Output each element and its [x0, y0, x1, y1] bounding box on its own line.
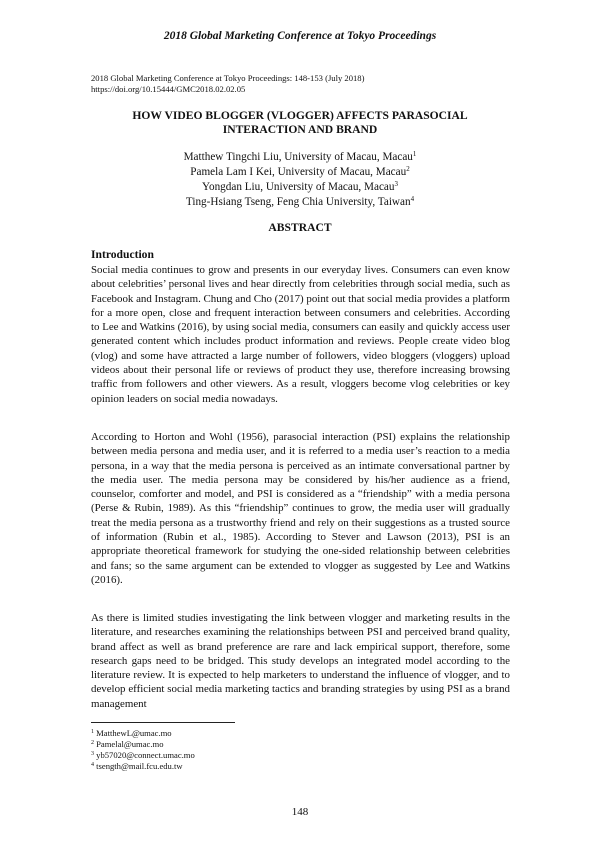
citation-block — [91, 73, 511, 95]
section-heading: Introduction — [91, 248, 154, 261]
footnotes — [91, 728, 195, 772]
author-affiliation: Matthew Tingchi Liu, University of Macau, Macau — [183, 151, 413, 163]
body-paragraph: As there is limited studies investigating the link between vlogger and marketing results in the literature, and researches examining the relationships between PSI and perceived brand quality, brand affect as well as brand preference are rare and lack empirical support, therefore, some research gaps need to be bridged. This study develops an integrated model according to the literature review. It is expected to help marketers to understand the influence of vlogger, and to develop efficient social media marketing tactics and branding strategies by using PSI as a brand management — [91, 612, 510, 710]
footnote — [91, 761, 195, 772]
title-line: HOW VIDEO BLOGGER (VLOGGER) AFFECTS PARASOCIAL — [132, 109, 468, 122]
footnote-email: tsength@mail.fcu.edu.tw — [96, 761, 183, 771]
footnote-mark: 1 — [412, 150, 417, 158]
author-entry — [60, 150, 540, 165]
doi-line: https://doi.org/10.15444/GMC2018.02.02.05 — [91, 84, 246, 94]
footnote-email: Pamelal@umac.mo — [96, 739, 164, 749]
footnote-mark: 3 — [91, 751, 94, 757]
author-affiliation: Pamela Lam I Kei, University of Macau, Macau — [190, 166, 407, 178]
footnote-email: yb57020@connect.umac.mo — [96, 750, 195, 760]
footnote-mark: 4 — [410, 195, 415, 203]
footnote-mark: 1 — [91, 729, 94, 735]
page-number: 148 — [291, 806, 309, 818]
title-line: INTERACTION AND BRAND — [222, 123, 378, 136]
footnote — [91, 750, 195, 761]
author-entry — [60, 195, 540, 210]
footnote-divider — [91, 722, 235, 723]
abstract-heading: ABSTRACT — [268, 221, 332, 234]
footnote-mark: 2 — [91, 740, 94, 746]
footnote-mark: 2 — [406, 165, 410, 173]
body-paragraph: Social media continues to grow and presents in our everyday lives. Consumers can even know about celebrities’ personal lives and hear directly from celebrities through social media, such as Facebook and Instagram. Chung and Cho (2017) point out that social media provides a platform for a more open, close and frequent interaction between consumers and celebrities. According to Lee and Watkins (2016), by using social media, consumers can easily and quickly access user generated content which includes product information and reviews. People create video blog (vlog) and some have attracted a large number of followers, video bloggers (vloggers) upload videos about their personal life or reviews of product they use, therefore increasing browsing traffic from followers and other viewers. As a result, vloggers become vlog celebrities or key opinion leaders on social media nowadays. — [91, 264, 511, 405]
footnote-email: MatthewL@umac.mo — [96, 728, 172, 738]
author-affiliation: Yongdan Liu, University of Macau, Macau — [202, 181, 395, 193]
body-paragraph: According to Horton and Wohl (1956), parasocial interaction (PSI) explains the relationship between media persona and media user, and it is referred to a media user’s reaction to a media persona, in a way that the media persona is perceived as an intimate conversational partner by the media user. The media persona may be considered by his/her audience as a friend, counselor, comforter and model, and PSI is considered as a “friendship” with a media persona (Perse & Rubin, 1989). As this “friendship” continues to grow, the media user will gradually treat the media persona as a trustworthy friend and rely on their suggestions as a trusted source of information (Rubin et al., 1985). According to Stever and Lawson (2013), PSI is an appropriate theoretical framework for studying the one-sided relationship between celebrities and fans; so the same argument can be extended to vlogger as suggested by Lee and Watkins (2016). — [91, 431, 510, 586]
footnote-mark: 3 — [394, 180, 398, 188]
citation-line: 2018 Global Marketing Conference at Tokyo Proceedings: 148-153 (July 2018) — [91, 73, 365, 83]
footnote-mark: 4 — [91, 762, 94, 768]
author-entry — [60, 165, 540, 180]
footnote — [91, 739, 195, 750]
author-list — [60, 150, 540, 210]
author-affiliation: Ting-Hsiang Tseng, Feng Chia University, Taiwan — [185, 196, 411, 208]
running-header: 2018 Global Marketing Conference at Tokyo Proceedings — [163, 30, 437, 42]
author-entry — [60, 180, 540, 195]
paper-title — [60, 109, 540, 137]
footnote — [91, 728, 195, 739]
